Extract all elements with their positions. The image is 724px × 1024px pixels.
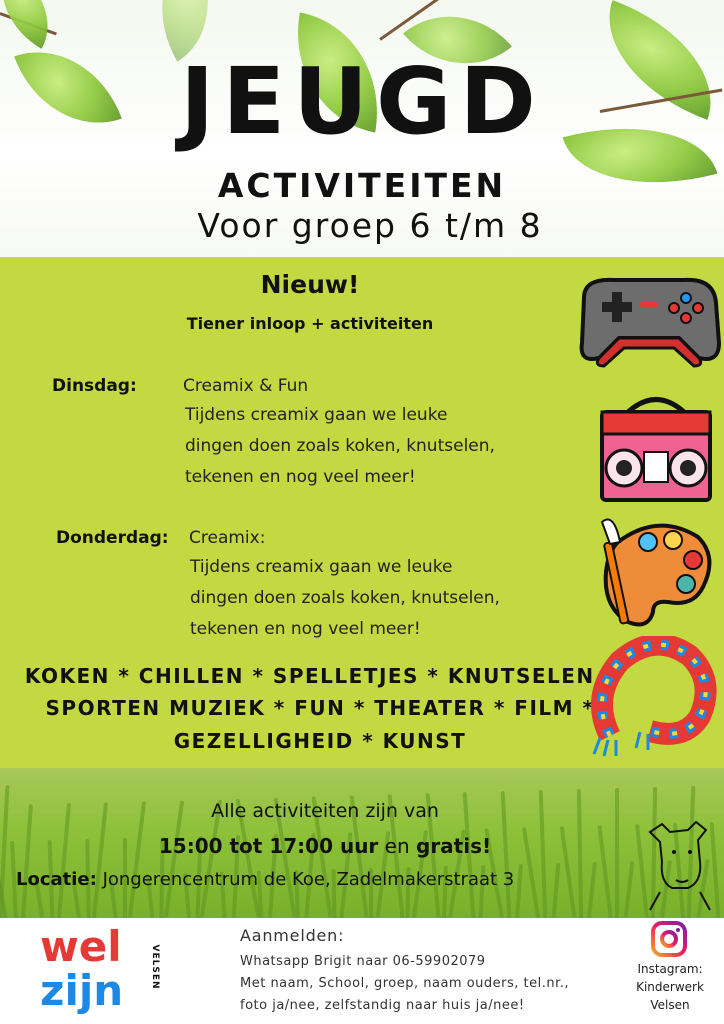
signup-line: Met naam, School, groep, naam ouders, tel.nr., [240,976,570,991]
description-thursday [190,552,610,645]
description-line: Tijdens creamix gaan we leuke [190,557,453,577]
description-line: tekenen en nog veel meer! [190,619,421,639]
keywords-line: KOKEN * CHILLEN * SPELLETJES * KNUTSELEN * [24,664,616,688]
grass-blade [515,864,523,918]
location-address: Jongerencentrum de Koe, Zadelmakerstraat 3 [96,869,515,890]
time-line [0,834,650,858]
location-label: Locatie: [16,869,97,890]
signup-line: foto ja/nee, zelfstandig naar huis ja/nee! [240,998,525,1013]
activity-tuesday: Creamix & Fun [183,376,309,396]
instagram-line: Instagram: [637,962,703,976]
description-line: dingen doen zoals koken, knutselen, [190,588,500,608]
instagram-label[interactable] [618,960,722,1014]
poster-title: JEUGD [180,48,544,155]
description-tuesday [185,400,605,493]
grass-blade [551,863,560,918]
grass-blade [624,861,635,918]
logo-text-bottom: zijn [40,966,124,1015]
activities-time-intro: Alle activiteiten zijn van [211,800,439,822]
instagram-line: Velsen [650,998,690,1012]
paint-palette-icon [598,512,714,632]
location-line [16,869,514,890]
cow-icon [640,812,716,914]
day-label-tuesday: Dinsdag: [52,376,137,396]
new-heading: Nieuw! [260,270,360,299]
day-label-thursday: Donderdag: [56,528,169,548]
and-text: en [378,834,416,858]
scarf-icon [590,636,718,760]
activity-thursday: Creamix: [189,528,266,548]
free-label: gratis! [416,834,492,858]
instagram-line: Kinderwerk [636,980,704,994]
time-range: 15:00 tot 17:00 uur [158,834,379,858]
logo-text-top: wel [40,922,122,971]
keywords-line: GEZELLIGHEID * KUNST [173,729,467,753]
logo-side-text: VELSEN [150,944,160,990]
leaf-decoration [0,0,69,49]
target-group: Voor groep 6 t/m 8 [197,206,543,245]
signup-title: Aanmelden: [240,926,345,945]
poster-subtitle: ACTIVITEITEN [217,166,507,205]
new-subheading: Tiener inloop + activiteiten [186,314,434,333]
boombox-icon [598,382,714,506]
description-line: dingen doen zoals koken, knutselen, [185,436,495,456]
signup-line: Whatsapp Brigit naar 06-59902079 [240,954,486,969]
description-line: Tijdens creamix gaan we leuke [185,405,448,425]
game-controller-icon [574,258,724,378]
keywords-line: SPORTEN MUZIEK * FUN * THEATER * FILM * [45,696,595,720]
grass-blade [587,862,597,918]
welzijn-logo [40,922,124,1015]
description-line: tekenen en nog veel meer! [185,467,416,487]
logo-side-wrapper [148,930,162,1010]
instagram-icon[interactable] [650,920,688,958]
